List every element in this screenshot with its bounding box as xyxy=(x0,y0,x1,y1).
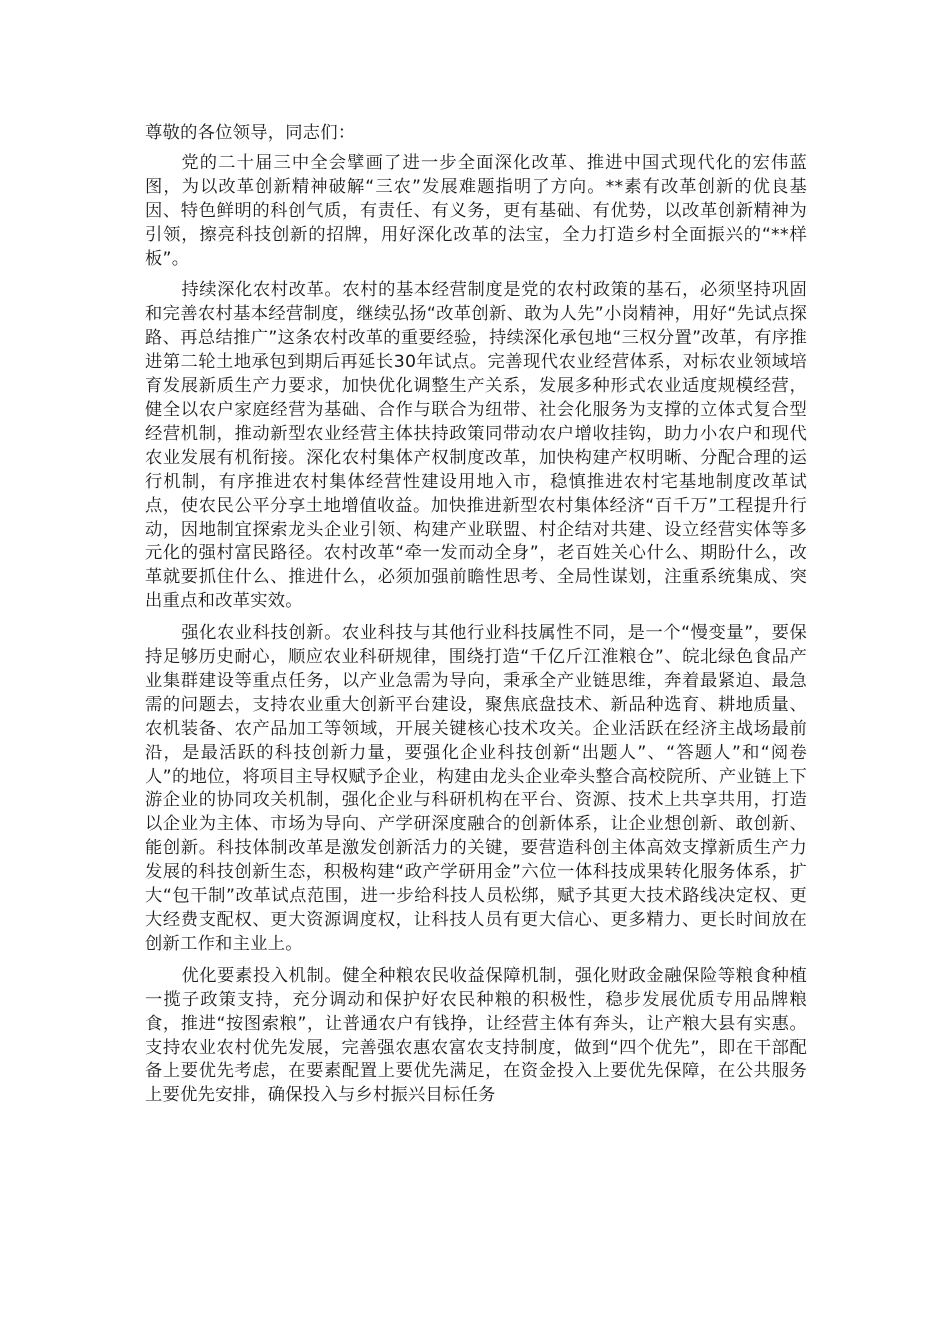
paragraph-agri-tech: 强化农业科技创新。农业科技与其他行业科技属性不同，是一个“慢变量”，要保持足够历史耐心，顺应农业科研规律，围绕打造“千亿斤江淮粮仓”、皖北绿色食品产业集群建设等重点任务，以产业急需为导向，秉承全产业链思维，奔着最紧迫、最急需的问题去，支持农业重大创新平台建设，聚焦底盘技术、新品种选育、耕地质量、农机装备、农产品加工等领域，开展关键核心技术攻关。企业活跃在经济主战场最前沿，是最活跃的科技创新力量，要强化企业科技创新“出题人”、“答题人”和“阅卷人”的地位，将项目主导权赋予企业，构建由龙头企业牵头整合高校院所、产业链上下游企业的协同攻关机制，强化企业与科研机构在平台、资源、技术上共享共用，打造以企业为主体、市场为导向、产学研深度融合的创新体系，让企业想创新、敢创新、能创新。科技体制改革是激发创新活力的关键，要营造科创主体高效支撑新质生产力发展的科技创新生态，积极构建“政产学研用金”六位一体科技成果转化服务体系，扩大“包干制”改革试点范围，进一步给科技人员松绑，赋予其更大技术路线决定权、更大经费支配权、更大资源调度权，让科技人员有更大信心、更多精力、更长时间放在创新工作和主业上。 xyxy=(145,623,807,954)
greeting: 尊敬的各位领导，同志们： xyxy=(145,123,356,143)
paragraph-factor-input: 优化要素投入机制。健全种粮农民收益保障机制，强化财政金融保险等粮食种植一揽子政策支持，充分调动和保护好农民种粮的积极性，稳步发展优质专用品牌粮食，推进“按图索粮”，让普通农户有钱挣，让经营主体有奔头，让产粮大县有实惠。支持农业农村优先发展，完善强农惠农富农支持制度，做到“四个优先”，即在干部配备上要优先考虑，在要素配置上要优先满足，在资金投入上要优先保障，在公共服务上要优先安排，确保投入与乡村振兴目标任务 xyxy=(145,965,807,1106)
paragraph-rural-reform: 持续深化农村改革。农村的基本经营制度是党的农村政策的基石，必须坚持巩固和完善农村基本经营制度，继续弘扬“改革创新、敢为人先”小岗精神，用好“先试点探路、再总结推广”这条农村改革的重要经验，持续深化承包地“三权分置”改革，有序推进第二轮土地承包到期后再延长30年试点。完善现代农业经营体系，对标农业领域培育发展新质生产力要求，加快优化调整生产关系，发展多种形式农业适度规模经营，健全以农户家庭经营为基础、合作与联合为纽带、社会化服务为支撑的立体式复合型经营机制，推动新型农业经营主体扶持政策同带动农户增收挂钩，助力小农户和现代农业发展有机衔接。深化农村集体产权制度改革，加快构建产权明晰、分配合理的运行机制，有序推进农村集体经营性建设用地入市，稳慎推进农村宅基地制度改革试点，使农民公平分享土地增值收益。加快推进新型农村集体经济“百千万”工程提升行动，因地制宜探索龙头企业引领、构建产业联盟、村企结对共建、设立经营实体等多元化的强村富民路径。农村改革“牵一发而动全身”，老百姓关心什么、期盼什么，改革就要抓住什么、推进什么，必须加强前瞻性思考、全局性谋划，注重系统集成、突出重点和改革实效。 xyxy=(145,280,807,612)
document-page xyxy=(145,122,807,1116)
paragraph-intro: 党的二十届三中全会擘画了进一步全面深化改革、推进中国式现代化的宏伟蓝图，为以改革创新精神破解“三农”发展难题指明了方向。**素有改革创新的优良基因、特色鲜明的科创气质，有责任、有义务，更有基础、有优势，以改革创新精神为引领，擦亮科技创新的招牌，用好深化改革的法宝，全力打造乡村全面振兴的“**样板”。 xyxy=(145,152,807,269)
